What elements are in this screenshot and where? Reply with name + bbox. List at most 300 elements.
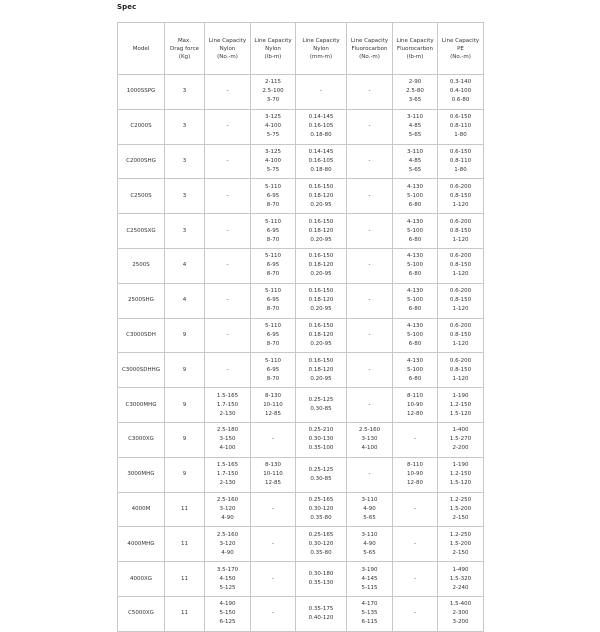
cell-line: 0.20-95: [310, 340, 332, 347]
model-cell: [118, 492, 165, 527]
cell-line: -: [272, 575, 274, 582]
spec-cell: [165, 422, 205, 457]
spec-cell: [438, 109, 484, 144]
cell-line: 0.25-210: [308, 427, 334, 434]
model-cell: [118, 318, 165, 353]
spec-cell: [347, 527, 393, 562]
cell-line: 5-115: [361, 584, 378, 591]
cell-line: 6-95: [266, 331, 280, 338]
cell-line: 1.5-320: [449, 575, 472, 582]
spec-cell: [393, 422, 438, 457]
spec-cell: [251, 353, 296, 388]
cell-line: 5-65: [408, 132, 422, 139]
cell-line: 0.16-150: [308, 288, 334, 295]
cell-line: 1-120: [452, 306, 469, 313]
spec-cell: [251, 283, 296, 318]
table-row: [118, 353, 484, 388]
column-header: [205, 23, 251, 75]
column-header-line: Max.: [177, 37, 192, 44]
cell-line: -: [414, 436, 416, 443]
spec-cell: [251, 179, 296, 214]
cell-line: 5-110: [265, 322, 281, 329]
cell-line: 6-80: [408, 201, 422, 208]
cell-line: 0.35-175: [308, 605, 334, 612]
model-cell: [118, 214, 165, 249]
cell-line: 10-110: [263, 471, 283, 478]
cell-line: 2.5-180: [216, 427, 239, 434]
table-row: [118, 109, 484, 144]
cell-line: 4000MHG: [127, 540, 155, 547]
cell-line: 4-130: [407, 288, 423, 295]
spec-cell: [438, 388, 484, 423]
cell-line: 12-85: [265, 480, 281, 487]
cell-line: 4-85: [408, 157, 422, 164]
cell-line: 6-125: [219, 619, 236, 626]
spec-cell: [393, 283, 438, 318]
cell-line: 6-80: [408, 375, 422, 382]
cell-line: 0.18-120: [308, 331, 334, 338]
cell-line: 0.25-165: [308, 496, 334, 503]
cell-line: -: [368, 297, 371, 304]
table-row: [118, 422, 484, 457]
column-header-line: Line Capacity: [350, 37, 389, 44]
cell-line: 0.16-150: [308, 322, 334, 329]
cell-line: 0.8-150: [449, 227, 472, 234]
cell-line: 2-130: [219, 410, 236, 417]
cell-line: 3: [182, 157, 187, 164]
cell-line: 0.30-180: [308, 571, 334, 578]
column-header-line: Line Capacity: [441, 37, 480, 44]
column-header-line: (lb-m): [406, 53, 424, 60]
cell-line: 1.5-165: [216, 392, 239, 399]
cell-line: 6-115: [361, 619, 378, 626]
cell-line: 12-80: [407, 410, 423, 417]
spec-cell: [296, 109, 347, 144]
cell-line: 3-120: [219, 505, 236, 512]
spec-cell: [251, 562, 296, 597]
cell-line: 3000MHG: [127, 471, 155, 478]
cell-line: 1.5-400: [449, 601, 472, 608]
cell-line: 0.18-120: [308, 297, 334, 304]
cell-line: 0.20-95: [310, 375, 332, 382]
table-row: [118, 75, 484, 110]
cell-line: 0.30-120: [308, 505, 334, 512]
cell-line: 9: [182, 331, 187, 338]
cell-line: -: [368, 471, 371, 478]
cell-line: 3-65: [408, 97, 422, 104]
cell-line: 4-90: [221, 514, 234, 521]
cell-line: 5-135: [361, 610, 378, 617]
table-row: [118, 179, 484, 214]
cell-line: C3000SDHHG: [121, 366, 161, 373]
cell-line: -: [272, 540, 274, 547]
cell-line: 5-75: [266, 132, 280, 139]
spec-cell: [438, 457, 484, 492]
cell-line: C2500S: [130, 192, 152, 199]
cell-line: 1-120: [452, 375, 469, 382]
spec-cell: [393, 492, 438, 527]
cell-line: 4-100: [361, 445, 378, 452]
spec-title: Spec: [117, 3, 137, 11]
cell-line: -: [226, 297, 229, 304]
spec-cell: [347, 144, 393, 179]
cell-line: 1.5-120: [449, 480, 472, 487]
spec-cell: [251, 492, 296, 527]
cell-line: 1.2-150: [449, 401, 472, 408]
spec-cell: [393, 318, 438, 353]
cell-line: 0.14-145: [308, 114, 334, 121]
cell-line: 6-80: [408, 271, 422, 278]
spec-cell: [205, 457, 251, 492]
model-cell: [118, 179, 165, 214]
cell-line: 3: [182, 123, 187, 130]
cell-line: 8-130: [265, 392, 281, 399]
spec-cell: [393, 562, 438, 597]
cell-line: 4-90: [221, 549, 234, 556]
column-header-line: Line Capacity: [254, 37, 292, 44]
spec-cell: [205, 248, 251, 283]
cell-line: 4-100: [219, 445, 236, 452]
spec-cell: [393, 144, 438, 179]
cell-line: -: [368, 262, 371, 269]
column-header-line: Fluorocarbon: [351, 45, 388, 52]
spec-cell: [296, 283, 347, 318]
cell-line: 0.35-130: [308, 580, 334, 587]
cell-line: 0.18-120: [308, 366, 334, 373]
cell-line: C2000S: [130, 123, 152, 130]
spec-cell: [438, 214, 484, 249]
column-header-line: (No.-m): [359, 53, 380, 60]
cell-line: 6-80: [408, 236, 422, 243]
header-row: [118, 23, 484, 75]
spec-cell: [438, 179, 484, 214]
cell-line: 5-110: [265, 357, 281, 364]
cell-line: 2-200: [452, 445, 469, 452]
spec-cell: [393, 596, 438, 631]
cell-line: -: [226, 123, 229, 130]
cell-line: 3-110: [361, 496, 378, 503]
spec-cell: [296, 457, 347, 492]
cell-line: 0.16-150: [308, 253, 334, 260]
cell-line: 6-80: [408, 340, 422, 347]
cell-line: 3-190: [361, 566, 378, 573]
cell-line: 6-95: [266, 227, 280, 234]
spec-cell: [205, 353, 251, 388]
spec-cell: [347, 596, 393, 631]
column-header: [251, 23, 296, 75]
cell-line: 2.5-100: [262, 88, 284, 95]
cell-line: 0.18-80: [310, 132, 332, 139]
cell-line: 5-65: [363, 549, 376, 556]
cell-line: 4000XG: [129, 575, 153, 582]
cell-line: 5-125: [219, 584, 236, 591]
model-cell: [118, 388, 165, 423]
table-row: [118, 283, 484, 318]
cell-line: 1.5-200: [449, 540, 472, 547]
cell-line: 8-70: [266, 375, 280, 382]
spec-cell: [347, 179, 393, 214]
spec-cell: [165, 457, 205, 492]
spec-cell: [347, 422, 393, 457]
cell-line: 11: [181, 610, 188, 617]
model-cell: [118, 562, 165, 597]
model-cell: [118, 144, 165, 179]
cell-line: 0.14-145: [308, 148, 334, 155]
cell-line: -: [226, 88, 229, 95]
column-header: [118, 23, 165, 75]
spec-cell: [205, 388, 251, 423]
cell-line: 9: [182, 366, 187, 373]
spec-cell: [296, 318, 347, 353]
spec-cell: [438, 527, 484, 562]
cell-line: 5-100: [407, 262, 423, 269]
spec-cell: [296, 144, 347, 179]
model-cell: [118, 109, 165, 144]
spec-cell: [393, 248, 438, 283]
cell-line: -: [368, 88, 371, 95]
spec-cell: [296, 388, 347, 423]
cell-line: 0.8-150: [449, 297, 472, 304]
cell-line: 0.4-100: [449, 88, 472, 95]
cell-line: 0.6-200: [449, 253, 472, 260]
cell-line: 12-80: [407, 480, 423, 487]
table-row: [118, 596, 484, 631]
cell-line: 4-100: [265, 123, 281, 130]
cell-line: 0.30-120: [308, 540, 334, 547]
spec-cell: [165, 492, 205, 527]
cell-line: 1.5-200: [449, 505, 472, 512]
spec-cell: [347, 388, 393, 423]
cell-line: -: [368, 401, 371, 408]
cell-line: 1-120: [452, 201, 469, 208]
cell-line: 6-95: [266, 262, 280, 269]
cell-line: -: [368, 157, 371, 164]
cell-line: 4-100: [265, 157, 281, 164]
cell-line: -: [272, 610, 274, 617]
cell-line: C2000SHG: [126, 157, 156, 164]
cell-line: 4-130: [407, 357, 423, 364]
spec-cell: [393, 179, 438, 214]
cell-line: 1000SSPG: [126, 88, 156, 95]
cell-line: 0.30-85: [310, 406, 332, 413]
cell-line: 4-130: [407, 218, 423, 225]
model-cell: [118, 457, 165, 492]
column-header-line: Fluorocarbon: [396, 45, 434, 52]
cell-line: 4-130: [407, 253, 423, 260]
spec-cell: [251, 75, 296, 110]
spec-cell: [251, 109, 296, 144]
cell-line: 2.5-80: [406, 88, 424, 95]
cell-line: 4-90: [363, 540, 376, 547]
cell-line: 2-240: [452, 584, 469, 591]
cell-line: 0.6-150: [449, 148, 472, 155]
cell-line: 4-150: [219, 575, 236, 582]
cell-line: 3: [182, 88, 187, 95]
cell-line: -: [414, 610, 416, 617]
column-header-line: Model: [132, 45, 150, 52]
cell-line: 3.5-170: [216, 566, 239, 573]
cell-line: 0.30-130: [308, 436, 334, 443]
spec-cell: [347, 318, 393, 353]
cell-line: -: [414, 505, 416, 512]
column-header-line: Drag force: [170, 45, 199, 52]
column-header-line: Line Capacity: [396, 37, 434, 44]
model-cell: [118, 527, 165, 562]
cell-line: 2500S: [132, 262, 150, 269]
cell-line: 8-110: [407, 392, 423, 399]
cell-line: 2-90: [408, 79, 422, 86]
cell-line: C3000XG: [128, 436, 154, 443]
spec-cell: [296, 562, 347, 597]
spec-cell: [393, 388, 438, 423]
spec-cell: [205, 214, 251, 249]
spec-cell: [296, 527, 347, 562]
column-header: [296, 23, 347, 75]
cell-line: 0.6-200: [449, 218, 472, 225]
spec-cell: [393, 353, 438, 388]
cell-line: 10-110: [263, 401, 283, 408]
spec-cell: [165, 75, 205, 110]
cell-line: 1.2-150: [449, 471, 472, 478]
spec-cell: [347, 492, 393, 527]
spec-cell: [165, 596, 205, 631]
spec-cell: [393, 214, 438, 249]
spec-cell: [347, 109, 393, 144]
spec-cell: [165, 353, 205, 388]
cell-line: 1.7-150: [216, 401, 239, 408]
cell-line: 0.20-95: [310, 271, 332, 278]
cell-line: 1.5-165: [216, 462, 239, 469]
cell-line: -: [272, 436, 274, 443]
spec-cell: [347, 562, 393, 597]
cell-line: 0.18-120: [308, 192, 334, 199]
cell-line: 0.25-125: [308, 466, 334, 473]
spec-table-head: [118, 23, 484, 75]
model-cell: [118, 422, 165, 457]
spec-cell: [205, 179, 251, 214]
cell-line: 3-110: [361, 531, 378, 538]
cell-line: C2500SXG: [126, 227, 156, 234]
model-cell: [118, 248, 165, 283]
cell-line: 0.35-100: [308, 445, 334, 452]
spec-cell: [393, 109, 438, 144]
column-header-line: Line Capacity: [302, 37, 340, 44]
cell-line: 3-125: [265, 148, 281, 155]
cell-line: 4000M: [131, 505, 151, 512]
cell-line: 4-85: [408, 123, 422, 130]
cell-line: 5-110: [265, 253, 281, 260]
cell-line: -: [226, 227, 229, 234]
cell-line: 1.2-250: [449, 531, 472, 538]
cell-line: 8-70: [266, 340, 280, 347]
cell-line: 5-100: [407, 227, 423, 234]
spec-cell: [251, 422, 296, 457]
cell-line: 0.35-80: [310, 514, 332, 521]
spec-cell: [205, 596, 251, 631]
cell-line: 0.18-120: [308, 227, 334, 234]
column-header-line: PE: [457, 45, 464, 52]
spec-cell: [296, 492, 347, 527]
cell-line: 0.6-150: [449, 114, 472, 121]
cell-line: 0.20-95: [310, 201, 332, 208]
cell-line: 0.6-80: [451, 97, 470, 104]
cell-line: 5-65: [363, 514, 376, 521]
spec-cell: [347, 457, 393, 492]
spec-cell: [251, 248, 296, 283]
column-header-line: (Kg): [178, 53, 191, 60]
spec-cell: [165, 144, 205, 179]
cell-line: 0.8-150: [449, 331, 472, 338]
cell-line: 0.6-200: [449, 322, 472, 329]
cell-line: 0.35-80: [310, 549, 332, 556]
spec-cell: [296, 422, 347, 457]
cell-line: 0.18-80: [310, 166, 332, 173]
cell-line: 4-130: [407, 322, 423, 329]
cell-line: 0.8-110: [449, 157, 472, 164]
spec-cell: [393, 75, 438, 110]
model-cell: [118, 283, 165, 318]
cell-line: C5000XG: [128, 610, 154, 617]
spec-cell: [251, 527, 296, 562]
column-header: [165, 23, 205, 75]
cell-line: 5-100: [407, 331, 423, 338]
table-row: [118, 492, 484, 527]
spec-cell: [296, 179, 347, 214]
cell-line: 1.7-150: [216, 471, 239, 478]
spec-cell: [251, 457, 296, 492]
cell-line: 3-130: [361, 436, 378, 443]
model-cell: [118, 75, 165, 110]
cell-line: 11: [181, 575, 188, 582]
cell-line: 2-300: [452, 610, 469, 617]
spec-cell: [205, 283, 251, 318]
cell-line: 1.2-250: [449, 496, 472, 503]
spec-cell: [347, 283, 393, 318]
column-header-line: Line Capacity: [208, 37, 247, 44]
cell-line: 5-100: [407, 366, 423, 373]
spec-cell: [347, 353, 393, 388]
cell-line: 0.25-125: [308, 397, 334, 404]
cell-line: C3000SDH: [126, 331, 156, 338]
cell-line: 8-70: [266, 306, 280, 313]
cell-line: C3000MHG: [125, 401, 157, 408]
spec-cell: [165, 109, 205, 144]
column-header-line: (No.-m): [450, 53, 471, 60]
cell-line: 8-130: [265, 462, 281, 469]
cell-line: 5-100: [407, 192, 423, 199]
spec-cell: [393, 457, 438, 492]
cell-line: 9: [182, 436, 187, 443]
spec-cell: [438, 144, 484, 179]
table-row: [118, 248, 484, 283]
spec-cell: [205, 562, 251, 597]
spec-cell: [438, 422, 484, 457]
spec-cell: [393, 527, 438, 562]
cell-line: 3-70: [266, 97, 280, 104]
spec-cell: [251, 388, 296, 423]
spec-cell: [205, 144, 251, 179]
cell-line: 0.16-150: [308, 357, 334, 364]
cell-line: 4: [182, 262, 187, 269]
cell-line: 11: [181, 540, 188, 547]
cell-line: -: [368, 331, 371, 338]
spec-cell: [296, 75, 347, 110]
cell-line: -: [368, 366, 371, 373]
cell-line: 8-70: [266, 201, 280, 208]
spec-cell: [296, 353, 347, 388]
cell-line: -: [272, 505, 274, 512]
cell-line: 0.30-85: [310, 475, 332, 482]
